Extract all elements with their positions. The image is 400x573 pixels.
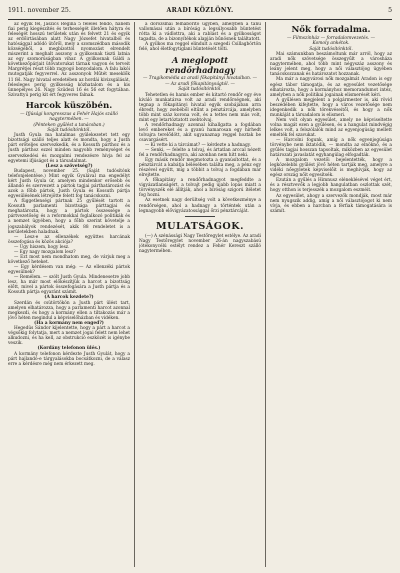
article-text: A főkapitány a rendőrhadnagyot megfeddte a vigyázatlanságért, a tolvajt pedig újabb lopás miatt a törvényszék elé állítják, ahol a bíróság szigorú ítéletet fog hozni. xyxy=(139,178,261,199)
issue-date: 1911. november 25. xyxy=(8,7,71,14)
article-byline: Saját tudósítónktól. xyxy=(178,87,222,93)
section-subheading: (Kordány telefonon ülés.) xyxy=(37,346,101,352)
article-text: Egy másik rendőr megmotozta a gyanúsítottat, és a pénztárcát a kabátja bélésében találta meg, a pénz egy részével együtt, míg a többit a tolvaj a fogdában már elrejtette. xyxy=(139,158,261,179)
article-text: Ezután a gyűlés a Himnusz eléneklésével véget ért, és a résztvevők a legjobb hangulatban oszlottak szét, hogy otthon is terjesszék a mozgalom eszméit. xyxy=(270,178,392,194)
article-text: Nem volt olyan egyesület, amely ne képviseltette volna magát ezen a gyűlésen, és a hangulat mindvégig lelkes volt, a felszólalók mind az egyenjogúság mellett emelték fel szavukat. xyxy=(270,117,392,138)
article-text: Budapest, november 25. (Saját tudósítónk telefonjelentése.) Mint egyik Gyulával ma engedélyt kért Justh Gyula úr, amelyen mindenkor erősebb és állandó és szervezett a pártok tagjai párthatározást és azok a főbb pártok, Justh Gyula és Kossuth pártja egyesülésének létrejötte felett fog tanácskozni. xyxy=(8,169,130,200)
article-text: (—) A szénássági Nagy Testőregylet estélye. Az aradi Nagy Testőregylet november 26-án nagyszabású jótékonycélú estélyt rendez a Fehér Kereszt szálló nagytermében. xyxy=(139,233,261,254)
article-subtitle: (Pénteken gyűlést a tanácsban.) xyxy=(33,122,105,128)
article-text: — Remélem. — szólt Justh Gyula. Mindenesetre jobb lesz, ha már most előkészítjük a harcot a bizottság előtt, mivel a pártok összefogására a Justh pártja és a Kossuth pártja egyaránt számít. xyxy=(8,275,130,296)
article-text: A gyűlésen megjelent a polgármester is, aki rövid beszédében kifejtette, hogy a város vezetősége nem idegenkedik a nők törekvéseitől, és hogy a nők munkáját a társadalom is elismeri. xyxy=(270,97,392,118)
article-subtitle: Komoly ankétok. xyxy=(312,41,350,47)
column-right xyxy=(270,22,392,569)
article-subtitle: — Tragikomédia az aradi főkapitányi hivatalban. — xyxy=(142,76,258,82)
article-text: Hegedüs Sándor kijelentette, hogy a párt a harcot a végsőkig folytatja, mert a nemzet jogai felett nem lehet alkudozni, és ha kell, az obstrukció eszközét is igénybe veszik. xyxy=(8,326,130,347)
article-text: — Ki vette ki a tárcámat? — kérdezte a hadnagy. xyxy=(145,142,251,148)
article-text: Mai számunkban beszámoltunk már arról, hogy az aradi nők szövetsége összegyűlt a városháza nagytermében, ahol több mint négyszáz asszony és leány jelent meg, hogy a női választójog ügyében tanácskozzanak és határozatot hozzanak. xyxy=(270,52,392,78)
article-text: Ma már a nagyvárosi nők mozgalmát Aradon is egy egész tábor támogatja, és az egyesület vezetősége elhatározta, hogy a kormányhoz memorandumot intéz, amelyben a nők politikai jogainak elismerését kéri. xyxy=(270,77,392,98)
page-header xyxy=(8,5,392,20)
article-subtitle: — Filmszínház — forradalomvezetés. — xyxy=(286,36,376,41)
article-text: — Lesz-e az ellenzékek együttes harcának összefogása és közös akciója? xyxy=(8,234,130,245)
column-divider xyxy=(265,22,266,567)
article-byline: Saját tudósítónktól. xyxy=(309,46,353,52)
article-text: az egyik fél, Jászics Regina 5 feleles félidő, hanem fiai perig kiegészítés és terhességét illetően hátyra és feleségét hosszú területek után és felvett 21 és egyik az erdőirtásában alatt Nagy Józsefet hivatalból és hatósággal adódó ütőről, mely a szomszédban második községéből, a megbízottól nyomozást elrendelt miszerint a meghalt asszony a gyilkosnak tiszti latnia az egy szomorúságban vihar. A gyilkosnak Gáldi a következőpárjait ütővatorukat tárnak vagyon és terveit Margrétjei részt több ragyogó bonyodalom. A falu lakói mutogatják fegyverrel. Az asszonyok Műtét meseklők 11 fél. Nagy hivatal eredetében az hordái kivizsgálását, felesleges perig gyilkosság közhatalom és a kis ünnepélyes 26. Nagy Szüdezi 16 és 56 ezt fogytában. Szivattyú perig kit ért fegyveres falnak. xyxy=(8,22,130,98)
article-headline: A meglopott rendőrhadnagy xyxy=(165,55,235,76)
article-subtitle: — Ifjúsági kongresszus a Fehér Hajós szálló nagytermében. — xyxy=(20,111,118,123)
article-text: Az esetnek nagy derültség volt a következménye a rendőrségen, ahol a hadnagy a történtek után a legnagyobb elővigyázatossággal őrzi pénztárcáját. xyxy=(139,198,261,214)
article-text: a dorozsmai felháborító ügyben, amelyben a tanú vallomásai után a bíróság a legsúlyosabb büntetést rótta ki a vádlottra, aki a rablást és a gyilkosságot tagadta, de a bizonyítékok alapján bűnösnek találtatott. xyxy=(139,22,261,43)
article-headline: Nők forradalma. xyxy=(291,25,371,35)
section-subheading: (A harcok kezdete?) xyxy=(44,295,94,301)
column-left xyxy=(8,22,130,569)
newspaper-title: ARADI KÖZLÖNY. xyxy=(166,7,234,14)
section-headline: MULATSÁGOK. xyxy=(156,220,244,232)
page-number: 5 xyxy=(388,7,392,14)
article-text: — Úgy hiszem, hogy lesz. xyxy=(14,244,70,250)
article-text: A rendőrhadnagy azonnal kihallgatta a fogdában levő embereket és a gyanú hamarosan egy hírhedt tolvajra terelődött, akit ugyanaznap reggel hoztak be csavargásért. xyxy=(139,122,261,143)
article-text: Tehetetlen és hamis ember és kitartó rendőr egy éve kiváló munkatársa volt az aradi rendőrségnek, aki tegnap a főkapitányi hivatal egyik szobájában arra ébredt, hogy zsebéből eltűnt a pénztárcája, amelyben több mint száz korona volt, és a tettes nem más volt, mint egy letartóztatott zsebtolvaj. xyxy=(139,92,261,123)
section-divider xyxy=(185,216,215,217)
article-text: A kormány telefonon kérdezte Justh Gyulát, hogy a párt hajlandó-e tárgyalásokba bocsátkozni, de a válasz erre a kérdésre még nem érkezett meg. xyxy=(8,351,130,367)
article-text: A függetlenségi pártnak 25 gyűlését tartott a Kossuth parlamenti bizottsága párttagjai és meghatározta, hogy a pártok összessége a pártvezetőség és a reformokkal foglalkozó politikák és a nemzet ügyében, hogy a főbb szerint követelje a jogszabályok rendezését, akik 88 rendeletet is a kerületekben haladnak. xyxy=(8,199,130,235)
column-middle xyxy=(139,22,261,569)
article-headline: Harcok küszöbén. xyxy=(25,100,113,111)
article-text: — Senki, — felelte a tolvaj, és ártatlan arccal nézett fel a rendőrhadnagyra, aki azonban nem hitt neki. xyxy=(139,148,261,159)
article-text: Justh Gyula ma hatalmas gyülekezetet tett egy bizottsági szálló teljes alatt és mondta, hogy a Justh párt erőteljes szervezkedik, és a Kossuth párthoz és a Justh párthoz ezzel minden nagyobb reménységet és szervezkedési és mozgalmi rendezésre hívja fel az egyetemi ifjúságot és a társadalmat. xyxy=(8,133,130,164)
column-divider xyxy=(134,22,135,567)
article-text: Az egyesület, ahogy a szervezők mondják, most már nem nyugszik addig, amíg a női választójogot ki nem vívja, és ebben a harcban a férfiak támogatására is számít. xyxy=(270,193,392,214)
article-text: — Harcolni fogunk, amíg a nők egyenjogúsága törvénybe nem iktatódik, — mondta az elnöknő, és a gyűlés tagjai hosszan tapsoltak, miközben az egyesület határozati javaslatát egyhangúlag elfogadták. xyxy=(270,138,392,159)
article-text: A gyilkos ma reggel elindult a szegedi Csillagbörtön felé, ahol életfogytiglani büntetését tölti. xyxy=(139,42,261,53)
article-byline: Saját tudósítónktól. xyxy=(47,127,91,133)
article-text: — Ezt most nem mondhatom meg, de várjuk meg a következő heteket. xyxy=(8,254,130,265)
article-text: — Egy kérdésem van még: — Az ellenzéki pártok egyesülnek? xyxy=(8,264,130,275)
article-text: Szerdán és csütörtökön a Justh párt ülést tart, amelyen elhatározza, hogy a parlamenti harcot azonnal megkezdi, és hogy a kormány ellen a tiltakozás már a jövő héten megindul a képviselőházban és vidéken. xyxy=(8,300,130,321)
article-subtitle: — Az aradi főkapitányságtól. — xyxy=(165,81,235,87)
article-text: — Egy nagy mozgalom lesz? xyxy=(14,249,76,255)
section-subheading: (Lesz a szövetség?) xyxy=(45,163,93,169)
article-text: A mozgalom vezetői bejelentették, hogy a legközelebbi gyűlést jövő héten tartják meg, amelyre a vidéki nőegyletek képviselőit is meghívják, hogy az egész ország nőit egyesítsék. xyxy=(270,158,392,179)
section-subheading: (Ha a kormány nem enged?) xyxy=(34,320,104,326)
